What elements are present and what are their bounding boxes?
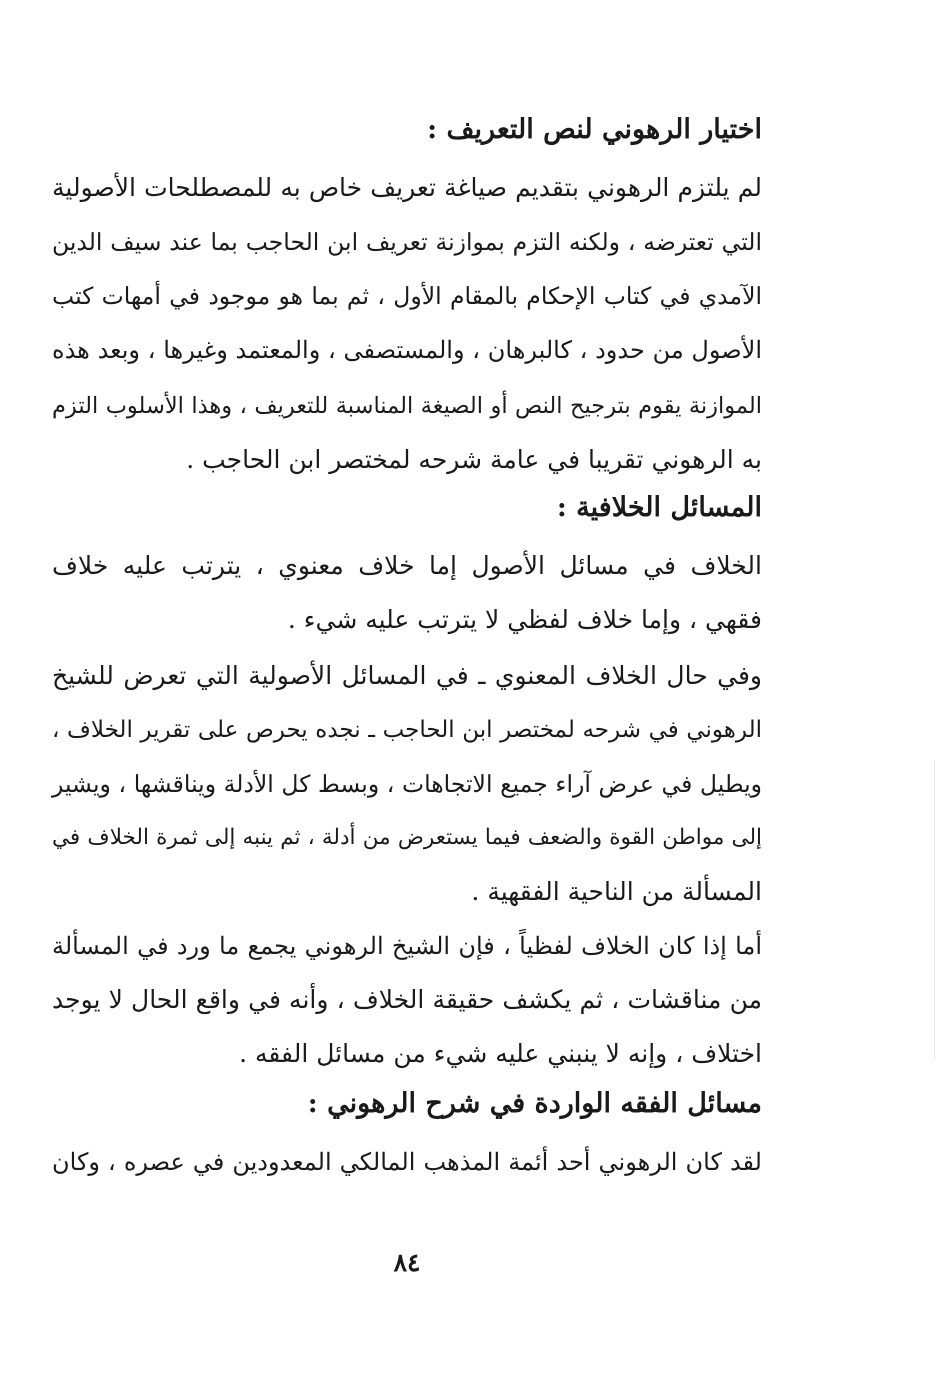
paragraph-line: الرهوني في شرحه لمختصر ابن الحاجب ـ نجده يحرص على تقرير الخلاف ، [52,717,762,743]
section-heading-disputed-issues: المسائل الخلافية : [556,492,762,523]
paragraph-line: المسألة من الناحية الفقهية . [471,877,762,906]
paragraph-line: من مناقشات ، ثم يكشف حقيقة الخلاف ، وأنه في واقع الحال لا يوجد [52,985,762,1014]
document-page [52,0,762,1374]
paragraph-line: أما إذا كان الخلاف لفظياً ، فإن الشيخ الرهوني يجمع ما ورد في المسألة [52,932,762,960]
paragraph-line: إلى مواطن القوة والضعف فيما يستعرض من أدلة ، ثم ينبه إلى ثمرة الخلاف في [52,825,762,850]
paragraph-line: وفي حال الخلاف المعنوي ـ في المسائل الأصولية التي تعرض للشيخ [52,661,762,690]
section-heading-definition-choice: اختيار الرهوني لنص التعريف : [427,114,762,145]
paragraph-line: الخلاف في مسائل الأصول إما خلاف معنوي ، يترتب عليه خلاف [52,551,762,580]
section-heading-fiqh-issues: مسائل الفقه الواردة في شرح الرهوني : [307,1088,762,1119]
paragraph-line: لم يلتزم الرهوني بتقديم صياغة تعريف خاص به للمصطلحات الأصولية [52,173,762,202]
paragraph-line: الموازنة يقوم بترجيح النص أو الصيغة المناسبة للتعريف ، وهذا الأسلوب التزم [52,393,762,419]
paragraph-line: ويطيل في عرض آراء جميع الاتجاهات ، وبسط كل الأدلة ويناقشها ، ويشير [52,770,762,798]
paragraph-line: الأصول من حدود ، كالبرهان ، والمستصفى ، والمعتمد وغيرها ، وبعد هذه [52,336,762,364]
paragraph-line: فقهي ، وإما خلاف لفظي لا يترتب عليه شيء . [287,605,762,634]
paragraph-line: الآمدي في كتاب الإحكام بالمقام الأول ، ثم بما هو موجود في أمهات كتب [52,282,762,310]
scan-edge-line [934,760,935,1060]
paragraph-line: اختلاف ، وإنه لا ينبني عليه شيء من مسائل الفقه . [239,1039,762,1068]
page-number: ٨٤ [393,1248,421,1277]
paragraph-line: به الرهوني تقريبا في عامة شرحه لمختصر ابن الحاجب . [186,445,762,474]
paragraph-line: التي تعترضه ، ولكنه التزم بموازنة تعريف ابن الحاجب بما عند سيف الدين [52,228,762,256]
paragraph-line: لقد كان الرهوني أحد أئمة المذهب المالكي المعدودين في عصره ، وكان [52,1148,762,1176]
